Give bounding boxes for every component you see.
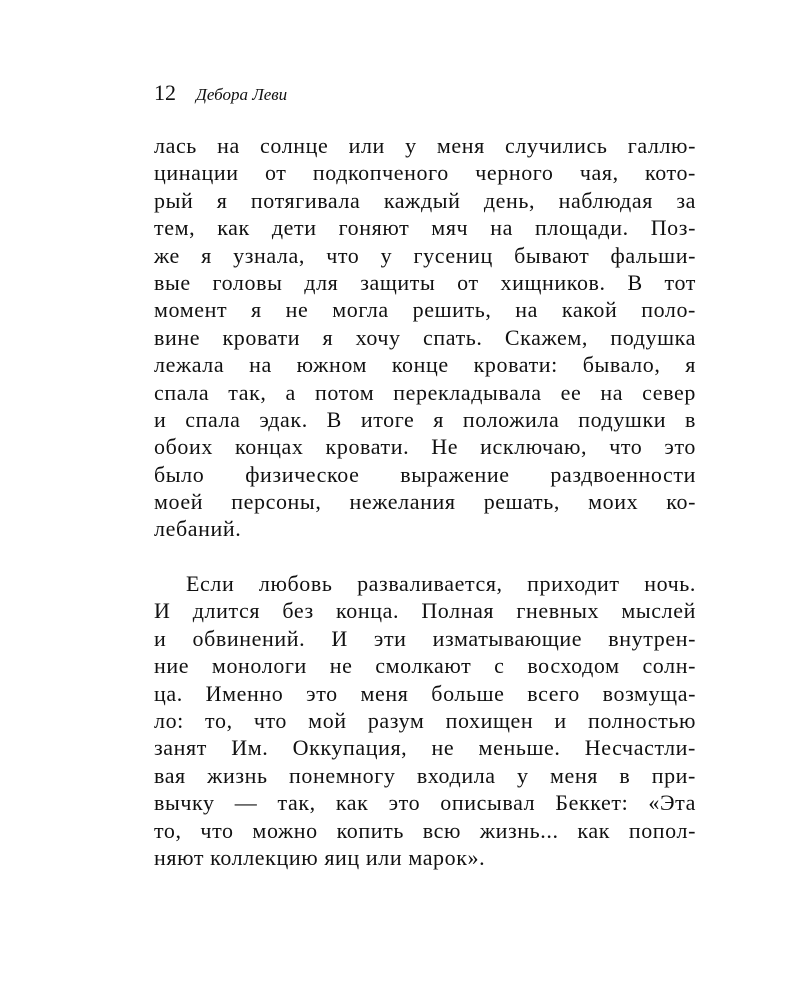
text-line: спала так, а потом перекладывала ее на север bbox=[154, 379, 696, 405]
text-line: няют коллекцию яиц или марок». bbox=[154, 844, 486, 870]
page-number: 12 bbox=[154, 80, 176, 105]
text-line: же я узнала, что у гусениц бывают фальши- bbox=[154, 242, 696, 268]
text-line: ло: то, что мой разум похищен и полностью bbox=[154, 707, 696, 733]
text-line: лебаний. bbox=[154, 516, 242, 542]
running-head bbox=[154, 80, 287, 110]
paragraph-2 bbox=[154, 570, 696, 871]
text-line: лежала на южном конце кровати: бывало, я bbox=[154, 352, 696, 378]
text-line: было физическое выражение раздвоенности bbox=[154, 461, 696, 487]
paragraph-1 bbox=[154, 132, 696, 543]
text-line: моей персоны, нежелания решать, моих ко- bbox=[154, 489, 696, 515]
text-line: лась на солнце или у меня случились галлю- bbox=[154, 133, 696, 158]
text-line: момент я не могла решить, на какой поло- bbox=[154, 297, 696, 323]
author-name: Дебора Леви bbox=[196, 85, 288, 104]
text-line: и спала эдак. В итоге я положила подушки в bbox=[154, 406, 696, 432]
text-line: цинации от подкопченого черного чая, кото- bbox=[154, 160, 696, 186]
text-line: вычку — так, как это описывал Беккет: «Эта bbox=[154, 790, 696, 816]
text-line: занят Им. Оккупация, не меньше. Несчастли- bbox=[154, 735, 696, 761]
text-line: ние монологи не смолкают с восходом солн- bbox=[154, 653, 696, 679]
text-line: тем, как дети гоняют мяч на площади. Поз- bbox=[154, 215, 696, 241]
text-line: то, что можно копить всю жизнь... как попол- bbox=[154, 817, 696, 843]
text-line: вине кровати я хочу спать. Скажем, подушка bbox=[154, 324, 696, 350]
text-line: рый я потягивала каждый день, наблюдая за bbox=[154, 187, 696, 213]
text-line: И длится без конца. Полная гневных мыслей bbox=[154, 598, 696, 624]
text-line: вые головы для защиты от хищников. В тот bbox=[154, 269, 696, 295]
text-line: обоих концах кровати. Не исключаю, что это bbox=[154, 434, 696, 460]
text-line: вая жизнь понемногу входила у меня в при- bbox=[154, 762, 696, 788]
text-line: ца. Именно это меня больше всего возмуща- bbox=[154, 680, 696, 706]
text-line: Если любовь разваливается, приходит ночь. bbox=[186, 571, 696, 596]
text-line: и обвинений. И эти изматывающие внутрен- bbox=[154, 625, 696, 651]
